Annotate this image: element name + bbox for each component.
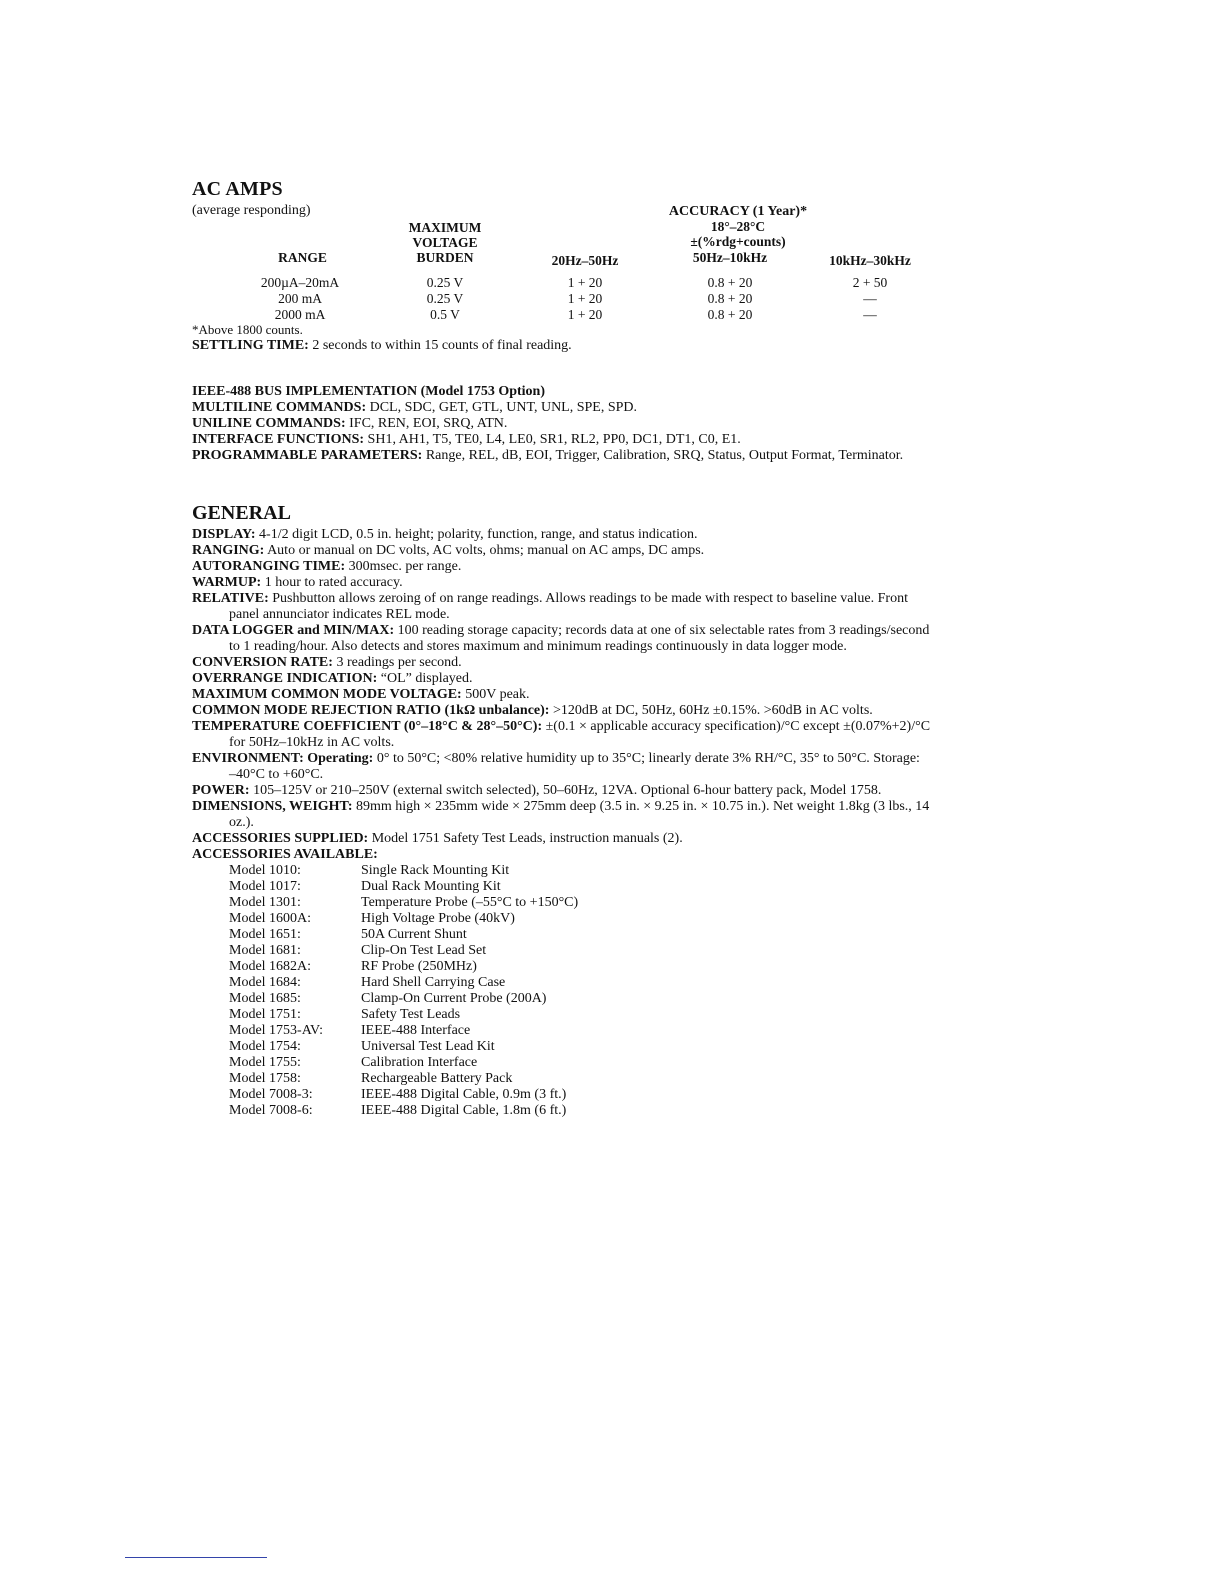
spec-item [192, 559, 1122, 575]
accessory-description: Temperature Probe (–55°C to +150°C) [361, 895, 579, 910]
spec-item-text: 1 hour to rated accuracy. [261, 575, 403, 590]
spec-item-text: “OL” displayed. [377, 671, 473, 686]
freq1-header: 20Hz–50Hz [551, 253, 619, 268]
accessory-description: Clip-On Test Lead Set [361, 943, 487, 958]
accessory-model: Model 1301: [229, 895, 301, 910]
ac-amps-footnote: *Above 1800 counts. [192, 322, 303, 337]
table-cell-f2: 0.8 + 20 [707, 275, 753, 290]
spec-item-text: Model 1751 Safety Test Leads, instruction manuals (2). [368, 831, 683, 846]
accessory-row [229, 975, 1122, 991]
accessory-row [229, 895, 1122, 911]
spec-item-label: DIMENSIONS, WEIGHT: [192, 799, 353, 814]
accessories-list [229, 863, 1122, 1119]
spec-item [192, 623, 1122, 639]
table-cell-f3: — [863, 291, 877, 306]
spec-item [192, 527, 1122, 543]
spec-item-label: TEMPERATURE COEFFICIENT (0°–18°C & 28°–50°C): [192, 719, 543, 734]
spec-item-text: 3 readings per second. [332, 655, 462, 670]
table-cell-burden: 0.25 V [426, 291, 464, 306]
accessory-model: Model 7008-6: [229, 1103, 313, 1118]
spec-item-continuation: panel annunciator indicates REL mode. [229, 607, 450, 622]
accessory-row [229, 1103, 1122, 1119]
accessory-model: Model 1681: [229, 943, 301, 958]
spec-item-text: >120dB at DC, 50Hz, 60Hz ±0.15%. >60dB in AC volts. [549, 703, 873, 718]
ac-amps-title: AC AMPS [192, 178, 283, 200]
table-cell-f3: 2 + 50 [852, 275, 888, 290]
ieee-line-text: DCL, SDC, GET, GTL, UNT, UNL, SPE, SPD. [366, 400, 638, 415]
accessory-row [229, 943, 1122, 959]
spec-item [192, 831, 1122, 847]
settling-time-text: 2 seconds to within 15 counts of final reading. [308, 338, 572, 353]
accessory-row [229, 927, 1122, 943]
spec-item [192, 671, 1122, 687]
spec-item [192, 543, 1122, 559]
ieee-line [192, 416, 1112, 432]
spec-item [192, 783, 1122, 799]
spec-item-text: 0° to 50°C; <80% relative humidity up to 35°C; linearly derate 3% RH/°C, 35° to 50°C. Storage: [373, 751, 920, 766]
table-cell-f2: 0.8 + 20 [707, 291, 753, 306]
spec-item-label: ENVIRONMENT: Operating: [192, 751, 374, 766]
ieee-line-label: INTERFACE FUNCTIONS: [192, 432, 365, 447]
accessory-description: IEEE-488 Digital Cable, 0.9m (3 ft.) [361, 1087, 567, 1102]
spec-item-continuation: to 1 reading/hour. Also detects and stores maximum and minimum readings continuously in data logger mode. [229, 639, 847, 654]
spec-item-label: RELATIVE: [192, 591, 269, 606]
accessory-model: Model 1685: [229, 991, 301, 1006]
accessory-model: Model 1758: [229, 1071, 301, 1086]
spec-item-continuation: for 50Hz–10kHz in AC volts. [229, 735, 395, 750]
spec-item-label: DISPLAY: [192, 527, 256, 542]
settling-time-label: SETTLING TIME: [192, 338, 309, 353]
spec-item-label: WARMUP: [192, 575, 262, 590]
spec-item-label: ACCESSORIES AVAILABLE: [192, 847, 378, 862]
accessory-model: Model 1017: [229, 879, 301, 894]
ieee-line-label: PROGRAMMABLE PARAMETERS: [192, 448, 423, 463]
spec-item-label: OVERRANGE INDICATION: [192, 671, 378, 686]
freq2-header: 50Hz–10kHz [692, 250, 768, 265]
accessory-model: Model 7008-3: [229, 1087, 313, 1102]
accuracy-header-line: ±(%rdg+counts) [690, 234, 786, 249]
spec-item [192, 719, 1122, 735]
table-cell-burden: 0.5 V [430, 307, 460, 322]
accessory-description: Rechargeable Battery Pack [361, 1071, 513, 1086]
ieee-line [192, 448, 1112, 464]
accuracy-header-line: ACCURACY (1 Year)* [668, 204, 808, 219]
accessory-model: Model 1755: [229, 1055, 301, 1070]
accessory-row [229, 1039, 1122, 1055]
accessory-model: Model 1682A: [229, 959, 312, 974]
spec-item-label: COMMON MODE REJECTION RATIO (1kΩ unbalance): [192, 703, 550, 718]
spec-item-label: DATA LOGGER and MIN/MAX: [192, 623, 395, 638]
ieee-line-text: SH1, AH1, T5, TE0, L4, LE0, SR1, RL2, PP0, DC1, DT1, C0, E1. [364, 432, 741, 447]
ieee-line-label: UNILINE COMMANDS: [192, 416, 346, 431]
spec-item-text: 500V peak. [461, 687, 530, 702]
accessory-description: Calibration Interface [361, 1055, 478, 1070]
accessory-row [229, 863, 1122, 879]
burden-header-line: BURDEN [416, 250, 474, 265]
accessory-description: Universal Test Lead Kit [361, 1039, 495, 1054]
spec-item-label: ACCESSORIES SUPPLIED: [192, 831, 369, 846]
footer-rule [125, 1557, 267, 1558]
spec-item-label: MAXIMUM COMMON MODE VOLTAGE: [192, 687, 462, 702]
ieee-line-text: Range, REL, dB, EOI, Trigger, Calibration, SRQ, Status, Output Format, Terminator. [422, 448, 904, 463]
table-cell-f1: 1 + 20 [567, 307, 603, 322]
accessory-description: IEEE-488 Digital Cable, 1.8m (6 ft.) [361, 1103, 567, 1118]
ieee-section [192, 384, 1112, 464]
accessory-model: Model 1751: [229, 1007, 301, 1022]
spec-item-label: AUTORANGING TIME: [192, 559, 346, 574]
accessory-description: Clamp-On Current Probe (200A) [361, 991, 547, 1006]
table-cell-range: 200 mA [278, 291, 322, 306]
spec-item [192, 591, 1122, 607]
accessory-row [229, 879, 1122, 895]
accessory-description: Safety Test Leads [361, 1007, 461, 1022]
ieee-line [192, 432, 1112, 448]
spec-item-label: RANGING: [192, 543, 265, 558]
accessory-description: RF Probe (250MHz) [361, 959, 477, 974]
accessory-description: IEEE-488 Interface [361, 1023, 471, 1038]
burden-header-line: MAXIMUM [408, 220, 482, 235]
spec-item [192, 751, 1122, 767]
spec-item-continuation: –40°C to +60°C. [229, 767, 324, 782]
spec-item [192, 799, 1122, 815]
table-cell-range: 200µA–20mA [260, 275, 340, 290]
burden-header [395, 220, 495, 265]
spec-item-text: 100 reading storage capacity; records data at one of six selectable rates from 3 readings/second [394, 623, 930, 638]
spec-item [192, 687, 1122, 703]
ieee-line-text: IFC, REN, EOI, SRQ, ATN. [345, 416, 508, 431]
spec-item [192, 703, 1122, 719]
spec-item-text: 300msec. per range. [345, 559, 462, 574]
accessory-description: High Voltage Probe (40kV) [361, 911, 515, 926]
spec-item-text: ±(0.1 × applicable accuracy specification)/°C except ±(0.07%+2)/°C [542, 719, 931, 734]
accessory-model: Model 1010: [229, 863, 301, 878]
general-title: GENERAL [192, 502, 291, 524]
accessory-row [229, 991, 1122, 1007]
spec-item-text: Pushbutton allows zeroing of on range readings. Allows readings to be made with respect to baseline value. Front [268, 591, 908, 606]
spec-item [192, 847, 1122, 863]
accessory-model: Model 1754: [229, 1039, 301, 1054]
spec-item-text: 105–125V or 210–250V (external switch selected), 50–60Hz, 12VA. Optional 6-hour battery pack, Model 1758. [249, 783, 882, 798]
accessory-model: Model 1651: [229, 927, 301, 942]
accessory-row [229, 1007, 1122, 1023]
spec-item-label: CONVERSION RATE: [192, 655, 333, 670]
spec-item [192, 575, 1122, 591]
accessory-description: Single Rack Mounting Kit [361, 863, 510, 878]
table-cell-burden: 0.25 V [426, 275, 464, 290]
accessory-description: Dual Rack Mounting Kit [361, 879, 501, 894]
accuracy-header-line: 18°–28°C [710, 219, 766, 234]
spec-item-text: 4-1/2 digit LCD, 0.5 in. height; polarity, function, range, and status indication. [255, 527, 698, 542]
accessory-model: Model 1684: [229, 975, 301, 990]
accuracy-header [648, 204, 828, 249]
accessory-row [229, 1071, 1122, 1087]
ac-amps-subtitle: (average responding) [192, 203, 311, 218]
table-cell-f1: 1 + 20 [567, 275, 603, 290]
accessory-description: 50A Current Shunt [361, 927, 467, 942]
table-cell-range: 2000 mA [274, 307, 326, 322]
settling-time [192, 338, 572, 354]
general-items [192, 527, 1122, 863]
burden-header-line: VOLTAGE [412, 235, 478, 250]
spec-item-text: 89mm high × 235mm wide × 275mm deep (3.5 in. × 9.25 in. × 10.75 in.). Net weight 1.8kg (3 lbs., 14 [352, 799, 930, 814]
accessory-model: Model 1600A: [229, 911, 312, 926]
table-cell-f2: 0.8 + 20 [707, 307, 753, 322]
range-header: RANGE [278, 250, 327, 265]
freq3-header: 10kHz–30kHz [829, 253, 911, 268]
spec-item-label: POWER: [192, 783, 250, 798]
spec-item-continuation: oz.). [229, 815, 254, 830]
accessory-row [229, 1055, 1122, 1071]
spec-item-text: Auto or manual on DC volts, AC volts, ohms; manual on AC amps, DC amps. [264, 543, 705, 558]
accessory-row [229, 959, 1122, 975]
accessory-model: Model 1753-AV: [229, 1023, 323, 1038]
table-cell-f3: — [863, 307, 877, 322]
general-section [192, 502, 1122, 1119]
accessory-row [229, 1087, 1122, 1103]
accessory-row [229, 1023, 1122, 1039]
table-cell-f1: 1 + 20 [567, 291, 603, 306]
spec-item [192, 655, 1122, 671]
ieee-line-label: MULTILINE COMMANDS: [192, 400, 367, 415]
ieee-title: IEEE-488 BUS IMPLEMENTATION (Model 1753 Option) [192, 384, 546, 399]
accessory-description: Hard Shell Carrying Case [361, 975, 506, 990]
ieee-line [192, 400, 1112, 416]
accessory-row [229, 911, 1122, 927]
